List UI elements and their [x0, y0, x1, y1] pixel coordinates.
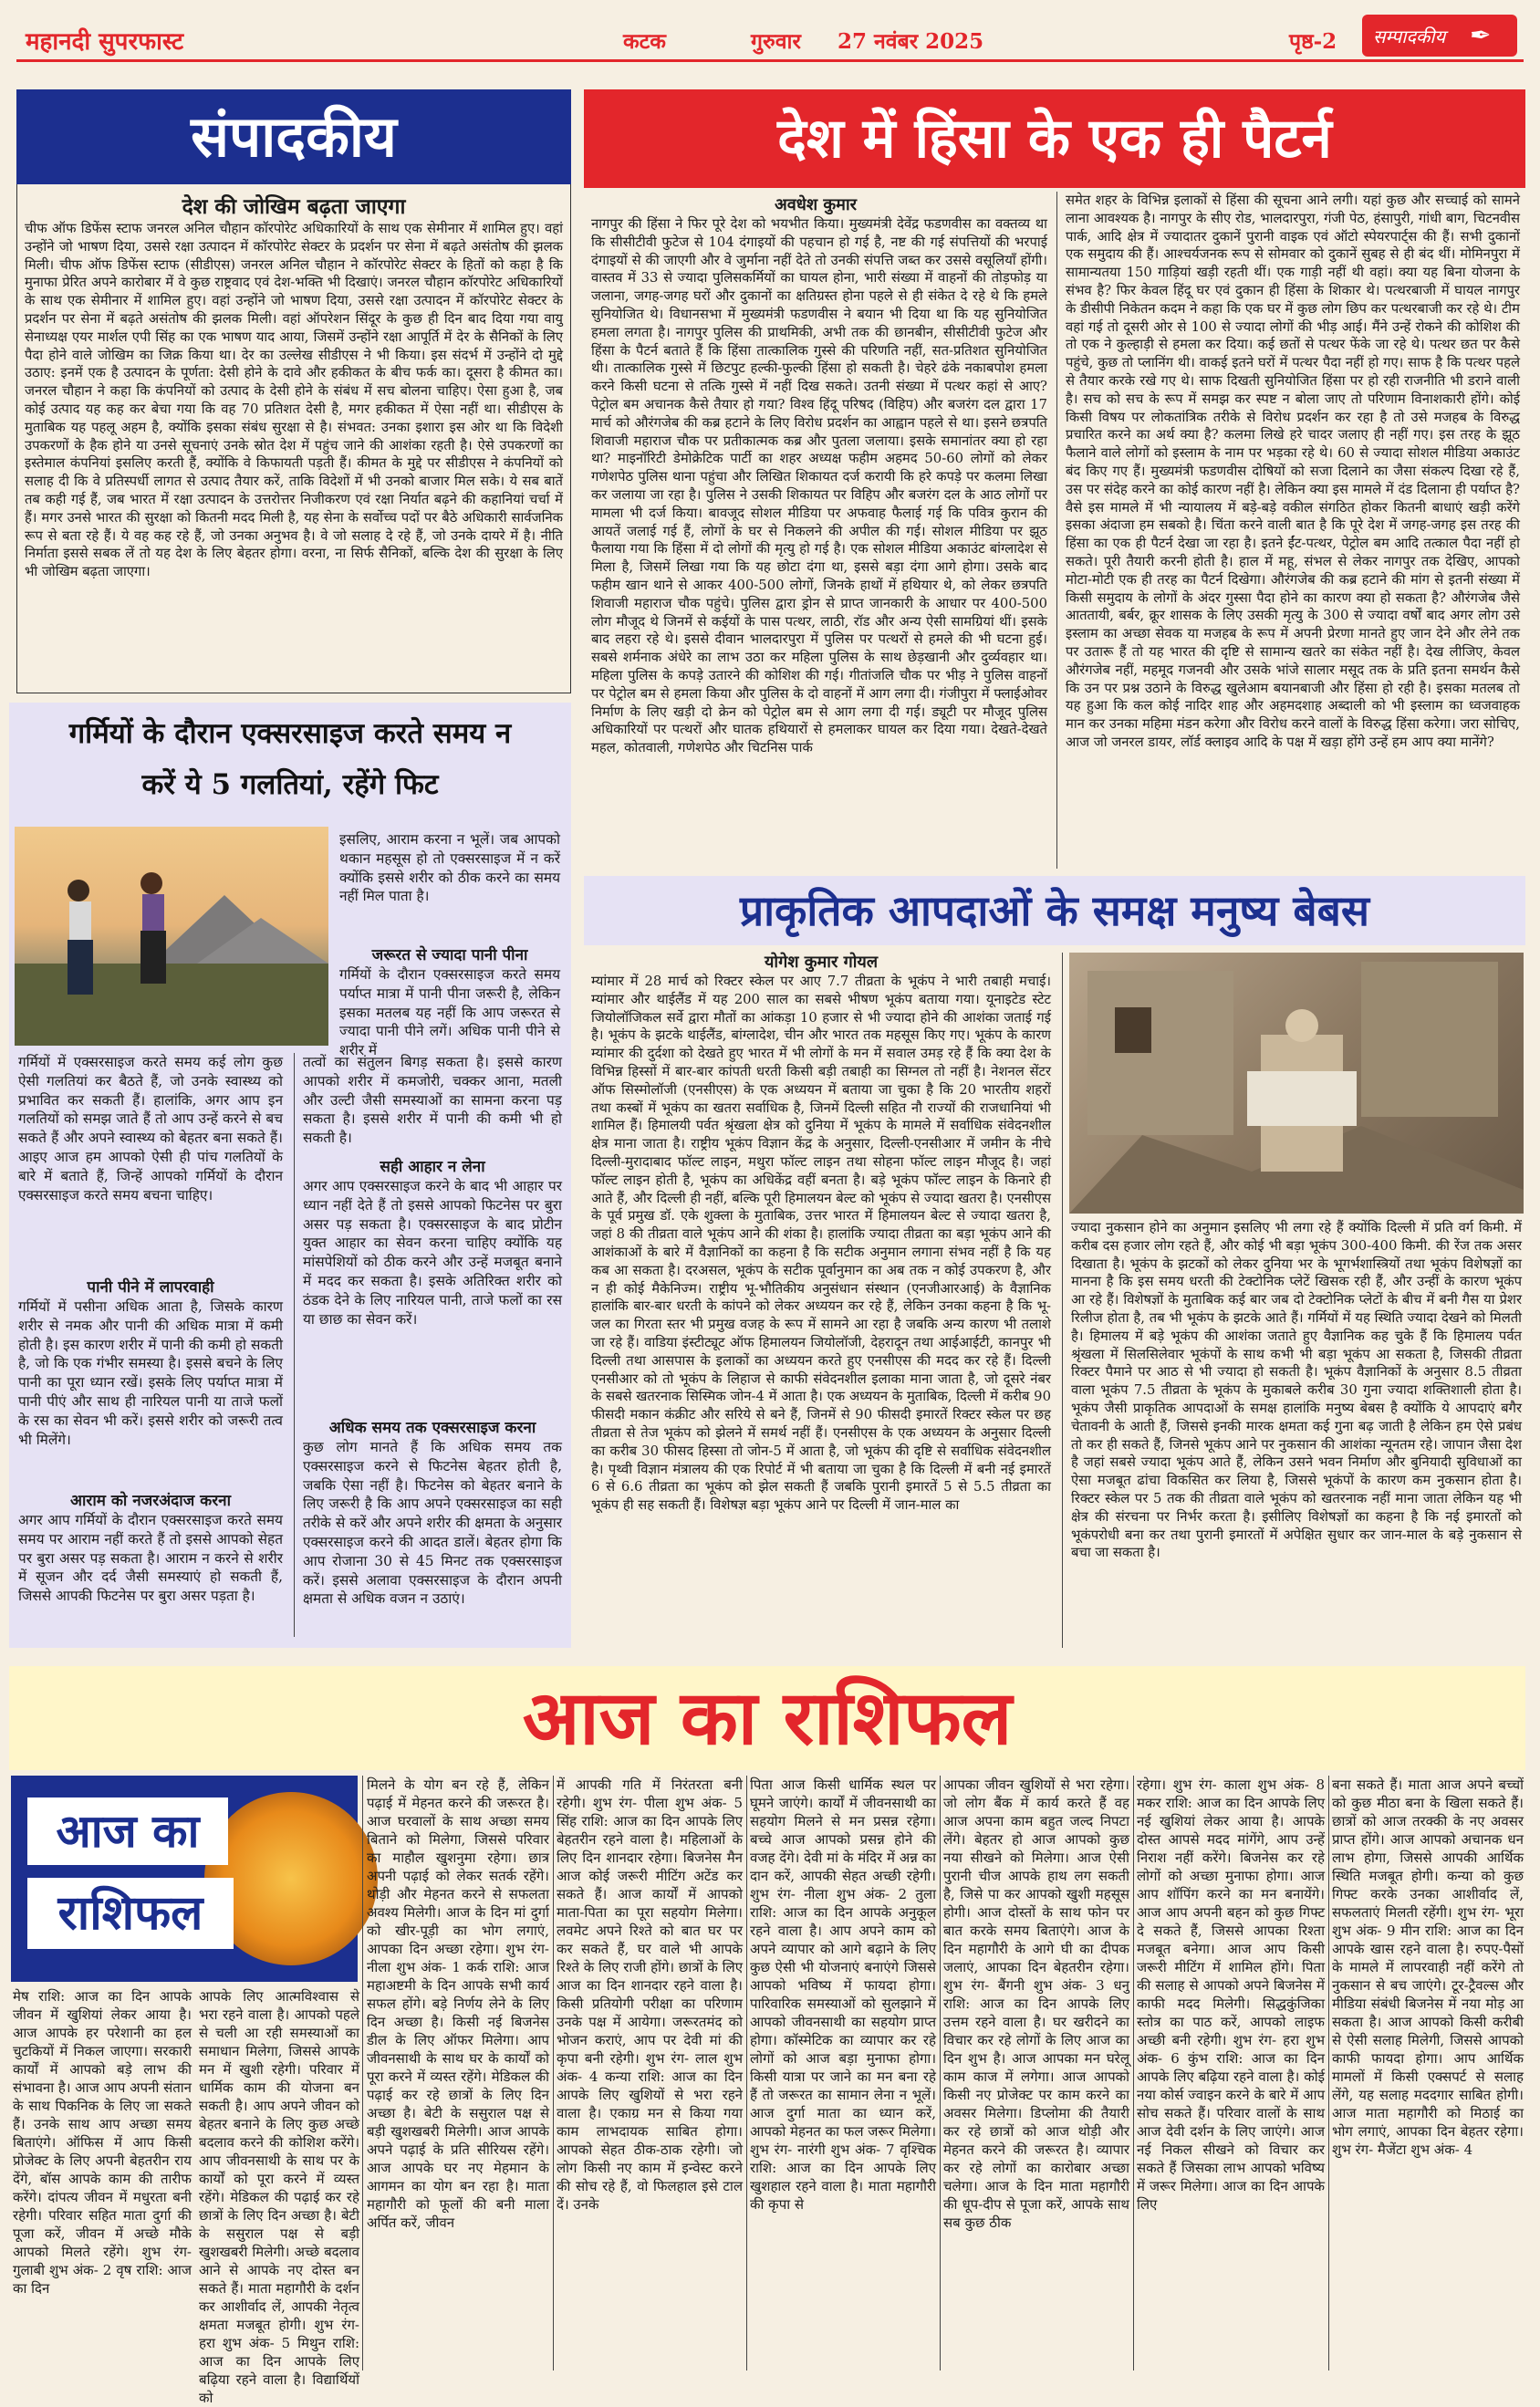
editorial-body: चीफ ऑफ डिफेंस स्टाफ जनरल अनिल चौहान कॉरपोरेट अधिकारियों के साथ एक सेमीनार में शामिल हुए। वहां उन्होंने जो भाषण दिया, उससे रक्षा उत्पादन में कॉरपोरेट सेक्टर के प्रदर्शन पर सेना में बढ़ते असंतोष की झलक मिली। चीफ ऑफ डिफेंस स्टाफ (सीडीएस) जनरल अनिल चौहान ने कॉरपोरेट सेक्टर के हितों को कहा है कि मुनाफा प्रेरित अपने कारोबार में वे कुछ राष्ट्रवाद एवं देश-भक्ति भी दिखाएं। जनरल चौहान कॉरपोरेट अधिकारियों के साथ एक सेमीनार में शामिल हुए। वहां उन्होंने जो भाषण दिया, उससे रक्षा उत्पादन में कॉरपोरेट सेक्टर के प्रदर्शन पर सेना में बढ़ते असंतोष की झलक मिली। वहां ऑपरेशन सिंदूर के कुछ ही दिन बाद दिया गया वायु सेनाध्यक्ष एयर मार्शल एपी सिंह का एक भाषण याद आया, जिसमें उन्होंने रक्षा आपूर्ति में देर के सैनिकों के लिए पैदा होने वाले जोखिम का जिक्र किया था। देर का उल्लेख सीडीएस ने भी किया। इस संदर्भ में उन्होंने दो मुद्दे उठाए: इनमें एक है उत्पादन के पूर्णता: देसी होने के दावे और हकीकत के बीच फर्क का। दूसरा है कीमत का। जनरल चौहान ने कहा कि कंपनियों को उत्पाद के देसी होने के संबंध में सच बोलना चाहिए। ऐसा हुआ है, जब कोई उत्पाद यह कह कर बेचा गया कि वह 70 प्रतिशत देसी है, मगर हकीकत में ऐसा नहीं था। सीडीएस के मुताबिक यह पहलू अहम है, क्योंकि इसका संबंध सुरक्षा से है। संभवत: उनका इशारा इस ओर था कि विदेशी उपकरणों के हैक होने या उनसे सूचनाएं उनके स्रोत देश में पहुंच जाने की आशंका रहती है। ऐसे उपकरणों का इस्तेमाल कंपनियां इसलिए करती हैं, क्योंकि वे किफायती पड़ती हैं। कीमत के मुद्दे पर सीडीएस ने कंपनियों को सलाह दी कि वे प्रतिस्पर्धी लागत से उत्पाद तैयार करें, ताकि विदेशों में भी उनको बाजार मिल सके। ये सब बातें तब कही गई हैं, जब भारत में रक्षा उत्पादन के उत्तरोत्तर निजीकरण एवं रक्षा निर्यात बढ़ने की कहानियां चर्चा में हैं। मगर उनसे भारत की सुरक्षा को कितनी मदद मिली है, यह सेना के सर्वोच्च पदों पर बैठे अधिकारी सार्वजनिक रूप से बता रहे हैं। ये वह कह रहे हैं, जो उनका अनुभव है। वे जो सलाह दे रहे हैं, जो उनके दायरे में है। नीति निर्माता इससे सबक लें तो यह देश के लिए बेहतर होगा। वरना, ना सिर्फ सैनिकों, बल्कि देश की सुरक्षा के लिए भी जोखिम बढ़ता जाएगा। [25, 221, 563, 580]
rashifal-column-3: मिलने के योग बन रहे हैं, लेकिन पढ़ाई में मेहनत करने की जरूरत है। आज घरवालों के साथ अच्छा समय बिताने को मिलेगा, जिससे परिवार का माहौल खुशनुमा रहेगा। छात्र अपनी पढ़ाई को लेकर सतर्क रहेंगे। थोड़ी और मेहनत करने से सफलता अवश्य मिलेगी। आज के दिन मां दुर्गा को खीर-पूड़ी का भोग लगाएं, आपका दिन अच्छा रहेगा। शुभ रंग- नीला शुभ अंक- 1 कर्क राशि: आज महाअष्टमी के दिन आपके सभी कार्य सफल होंगे। बड़े निर्णय लेने के लिए दिन अच्छा है। किसी नई बिजनेस डील के लिए ऑफर मिलेगा। आप जीवनसाथी के साथ घर के कार्यों को पूरा करने में व्यस्त रहेंगे। मेडिकल की पढ़ाई कर रहे छात्रों के लिए दिन अच्छा है। बेटी के ससुराल पक्ष से बड़ी खुशखबरी मिलेगी। आज आपके अपने पढ़ाई के प्रति सीरियस रहेंगे। आज आपके घर नए मेहमान के आगमन का योग बन रहा है। माता महागौरी को फूलों की बनी माला अर्पित करें, जीवन [367, 1777, 549, 2231]
header-day: गुरुवार [751, 29, 801, 54]
disaster-banner-text: प्राकृतिक आपदाओं के समक्ष मनुष्य बेबस [739, 886, 1370, 935]
rest-text: अगर आप गर्मियों के दौरान एक्सरसाइज करते समय समय पर आराम नहीं करते हैं तो इससे आपको सेहत पर बुरा असर पड़ सकता है। आराम न करने से शरीर में सूजन और दर्द जैसी समस्याएं हो सकती हैं, जिससे आपकी फिटनेस पर बुरा असर पड़ता है। [18, 1512, 283, 1605]
header-city: कटक [623, 29, 666, 54]
fitness-section [9, 703, 571, 1648]
editorial-banner-text: संपादकीय [191, 103, 397, 170]
violence-column-divider [1056, 192, 1057, 869]
runners-photo [15, 827, 328, 1046]
disaster-column-2: ज्यादा नुकसान होने का अनुमान इसलिए भी लगा रहे हैं क्योंकि दिल्ली में प्रति वर्ग किमी. में करीब दस हजार लोग रहते हैं, और कोई भी बड़ा भूकंप 300-400 किमी. की रेंज तक असर दिखाता है। भूकंप के झटकों को लेकर दुनिया भर के भूगर्भशास्त्रियों तथा भूकंप विशेषज्ञों का मानना है कि इस समय धरती की टेक्टोनिक प्लेटें खिसक रही हैं, और उन्हीं के कारण भूकंप आ रहे हैं। विशेषज्ञों के मुताबिक कई बार जब दो टेक्टोनिक प्लेटों के बीच में बनी गैस या प्रेशर रिलीज होता है, तब भी भूकंप के झटके आते हैं। गर्मियों में यह स्थिति ज्यादा देखने को मिलती है। हिमालय में बड़े भूकंप की आशंका जताते हुए वैज्ञानिक कह चुके हैं कि हिमालय पर्वत श्रृंखला में सिलसिलेवार भूकंपों के साथ कभी भी बड़ा भूकंप आ सकता है, जिसकी तीव्रता रिक्टर पैमाने पर आठ से भी ज्यादा हो सकती है। भूकंप वैज्ञानिकों के अनुसार 8.5 तीव्रता वाला भूकंप 7.5 तीव्रता के भूकंप के मुकाबले करीब 30 गुना ज्यादा शक्तिशाली होता है। भूकंप जैसी प्राकृतिक आपदाओं के समक्ष हालांकि मनुष्य बेबस है क्योंकि ये आपदाएं बगैर चेतावनी के आती हैं, जिससे इनकी मारक क्षमता कई गुना बढ़ जाती है लेकिन हम ऐसे प्रबंध तो कर ही सकते हैं, जिनसे भूकंप आने पर नुकसान की आशंका न्यूनतम रहे। जापान जैसा देश है जहां सबसे ज्यादा भूकंप आते हैं, लेकिन उसने भवन निर्माण और बुनियादी सुविधाओं का ऐसा मजबूत ढांचा विकसित कर लिया है, जिससे भूकंपों के कारण कम नुकसान होता है। रिक्टर स्केल पर 5 तक की तीव्रता वाले भूकंप को खतरनाक नहीं माना जाता लेकिन यह भी क्षेत्र की संरचना पर निर्भर करता है। इसीलिए विशेषज्ञों का कहना है कि नई इमारतों को भूकंपरोधी बना कर तथा पुरानी इमारतों में अपेक्षित सुधार कर जान-माल के बड़े नुकसान से बचा जा सकता है। [1071, 1220, 1522, 1561]
violence-banner-text: देश में हिंसा के एक ही पैटर्न [777, 107, 1332, 171]
masthead-strip [16, 20, 1524, 62]
pen-icon: ✒ [1470, 20, 1492, 50]
dehydration-heading: पानी पीने में लापरवाही [87, 1278, 214, 1297]
dehydration-text: गर्मियों में पसीना अधिक आता है, जिसके कारण शरीर से नमक और पानी की अधिक मात्रा में कमी होती है। इस कारण शरीर में पानी की कमी हो सकती है, जो कि एक गंभीर समस्या है। इससे बचने के लिए पानी का पूरा ध्यान रखें। इसके लिए पर्याप्त मात्रा में पानी पीएं और साथ ही नारियल पानी या ताजे फलों के रस का सेवन भी करें। इससे शरीर को जरूरी तत्व भी मिलेंगे। [18, 1298, 283, 1448]
rashifal-divider-5 [1133, 1776, 1134, 2371]
rashifal-column-2: आपके लिए आत्मविश्वास से भरा रहने वाला है। आपको पहले से चली आ रही समस्याओं का समाधान मिलेगा, जिससे आपके मन में खुशी रहेगी। परिवार में धार्मिक काम की योजना बन सकती है। आप अपने जीवन को बेहतर बनाने के लिए कुछ अच्छे बदलाव करने की कोशिश करेंगे। आप जीवनसाथी के साथ पर के कार्यों को पूरा करने में व्यस्त रहेंगे। मेडिकल की पढ़ाई कर रहे छात्रों के लिए दिन अच्छा है। बेटी के ससुराल पक्ष से बड़ी खुशखबरी मिलेगी। अच्छे बदलाव आने से आपके नए दोस्त बन सकते हैं। माता महागौरी के दर्शन कर आशीर्वाद लें, आपकी नेतृत्व क्षमता मजबूत होगी। शुभ रंग- हरा शुभ अंक- 5 मिथुन राशि: आज का दिन आपके लिए बढ़िया रहने वाला है। विद्यार्थियों को [199, 1988, 359, 2406]
rashifal-banner [9, 1666, 1525, 1770]
rashifal-divider-1 [362, 1776, 363, 2371]
excess-text: कुछ लोग मानते हैं कि अधिक समय तक एक्सरसाइज करने से फिटनेस बेहतर होती है, जबकि ऐसा नहीं है। फिटनेस को बेहतर बनाने के लिए जरूरी है कि आप अपने एक्सरसाइज का सही तरीके से करें और अपने शरीर की क्षमता के अनुसार एक्सरसाइज करने की आदत डालें। बेहतर होगा कि आप रोजाना 30 से 45 मिनट तक एक्सरसाइज करें। इससे अलावा एक्सरसाइज के दौरान अपनी क्षमता से अधिक वजन न उठाएं। [303, 1439, 562, 1608]
rashifal-column-8: बना सकते हैं। माता आज अपने बच्चों को कुछ मीठा बना के खिला सकते हैं। छात्रों को आज तरक्की के नए अवसर प्राप्त होंगे। आज आपको अचानक धन लाभ होगा, जिससे आपकी आर्थिक स्थिति मजबूत होगी। कन्या को कुछ गिफ्ट करके उनका आशीर्वाद लें, सफलताएं मिलती रहेंगी। शुभ रंग- भूरा शुभ अंक- 9 मीन राशि: आज का दिन आपके खास रहने वाला है। रुपए-पैसों के मामले में लापरवाही नहीं करेंगे तो नुकसान से बच जाएंगे। टूर-ट्रैवल्स और मीडिया संबंधी बिजनेस में नया मोड़ आ सकता है। आज आपको किसी करीबी से ऐसी सलाह मिलेगी, जिससे आपको काफी फायदा होगा। आप आर्थिक मामलों में किसी एक्सपर्ट से सलाह लेंगे, यह सलाह मददगार साबित होगी। आज माता महागौरी को मिठाई का भोग लगाएं, आपका दिन बेहतर रहेगा। शुभ रंग- मैजेंटा शुभ अंक- 4 [1332, 1777, 1524, 2158]
earthquake-illustration [1069, 953, 1524, 1214]
rashifal-divider-3 [746, 1776, 747, 2371]
fitness-intro-right: इसलिए, आराम करना न भूलें। जब आपको थकान महसूस हो तो एक्सरसाइज में न करें क्योंकि इससे शरीर को ठीक करने का समय नहीं मिल पाता है। [339, 831, 560, 905]
editorial-headline: देश की जोखिम बढ़ता जाएगा [182, 194, 406, 219]
fitness-banner-line2: करें ये 5 गलतियां, रहेंगे फिट [141, 768, 439, 801]
editorial-logo [1362, 15, 1517, 57]
disaster-column-divider [1062, 953, 1063, 1648]
editorial-banner [16, 89, 571, 184]
rashifal-banner-text: आज का राशिफल [522, 1674, 1013, 1762]
header-page: पृष्ठ-2 [1289, 29, 1337, 54]
rashifal-divider-6 [1328, 1776, 1329, 2371]
violence-author: अवधेश कुमार [775, 195, 857, 214]
paper-name: महानदी सुपरफास्ट [26, 28, 184, 56]
excess-heading: अधिक समय तक एक्सरसाइज करना [328, 1419, 536, 1437]
rashifal-column-5: पिता आज किसी धार्मिक स्थल पर घूमने जाएंगे। कार्यों में जीवनसाथी का सहयोग मिलने से मन प्रसन्न रहेगा। बच्चे आज आपको प्रसन्न होने की वजह देंगे। देवी मां के मंदिर में अन्न का दान करें, आपकी सेहत अच्छी रहेगी। शुभ रंग- नीला शुभ अंक- 2 तुला राशि: आज का दिन आपके अनुकूल रहने वाला है। आप अपने काम को अपने व्यापार को आगे बढ़ाने के लिए कुछ ऐसी भी योजनाएं बनाएंगे जिससे आपको भविष्य में फायदा होगा। पारिवारिक समस्याओं को सुलझाने में आपको जीवनसाथी का सहयोग प्राप्त होगा। कॉस्मेटिक का व्यापार कर रहे लोगों को आज बड़ा मुनाफा होगा। किसी यात्रा पर जाने का मन बना रहे हैं तो जरूरत का सामान लेना न भूलें। आज दुर्गा माता का ध्यान करें, आपको मेहनत का फल जरूर मिलेगा। शुभ रंग- नारंगी शुभ अंक- 7 वृश्चिक राशि: आज का दिन आपके लिए खुशहाल रहने वाला है। माता महागौरी की कृपा से [750, 1777, 937, 2213]
water-text-right: गर्मियों के दौरान एक्सरसाइज करते समय पर्याप्त मात्रा में पानी पीना जरूरी है, लेकिन इसका मतलब यह नहीं कि आप जरूरत से ज्यादा पानी पीने लगें। अधिक पानी पीने से शरीर में [339, 966, 560, 1059]
diet-text: अगर आप एक्सरसाइज करने के बाद भी आहार पर ध्यान नहीं देते हैं तो इससे आपको फिटनेस पर बुरा असर पड़ सकता है। एक्सरसाइज के बाद प्रोटीन युक्त आहार का सेवन करना चाहिए क्योंकि यह मांसपेशियों को ठीक करने और उन्हें मजबूत बनाने में मदद कर सकता है। इसके अतिरिक्त शरीर को ठंडक देने के लिए नारियल पानी, ताजे फलों का रस या छाछ का सेवन करें। [303, 1178, 562, 1328]
rashifal-column-4: में आपकी गति में निरंतरता बनी रहेगी। शुभ रंग- पीला शुभ अंक- 5 सिंह राशि: आज का दिन आपके लिए बेहतरीन रहने वाला है। महिलाओं के लिए दिन शानदार रहेगा। बिजनेस मैन आज कोई जरूरी मीटिंग अटेंड कर सकते हैं। आज कार्यों में आपको माता-पिता का पूरा सहयोग मिलेगा। लवमेट अपने रिश्ते को बात घर पर कर सकते हैं, घर वाले भी आपके रिश्ते के लिए राजी होंगे। छात्रों के लिए आज का दिन शानदार रहने वाला है। किसी प्रतियोगी परीक्षा का परिणाम उनके पक्ष में आयेगा। जरूरतमंद को भोजन कराएं, आप पर देवी मां की कृपा बनी रहेगी। शुभ रंग- लाल शुभ अंक- 4 कन्या राशि: आज का दिन आपके लिए खुशियों से भरा रहने वाला है। एकाग्र मन से किया गया काम लाभदायक साबित होगा। आपको सेहत ठीक-ठाक रहेगी। जो लोग किसी नए काम में इन्वेस्ट करने की सोच रहे हैं, वो फिलहाल इसे टाल दें। उनके [557, 1777, 743, 2213]
violence-section [584, 89, 1525, 876]
fitness-intro: गर्मियों में एक्सरसाइज करते समय कई लोग कुछ ऐसी गलतियां कर बैठते हैं, जो उनके स्वास्थ्य को प्रभावित कर सकती हैं। हालांकि, अगर आप इन गलतियों को समझ जाते हैं तो आप उन्हें करने से बच सकते हैं और अपने स्वास्थ्य को बेहतर बना सकते हैं। आइए आज हम आपको ऐसी ही पांच गलतियों के बारे में बताते हैं, जिन्हें आपको गर्मियों के दौरान एक्सरसाइज करते समय बचना चाहिए। [18, 1054, 283, 1204]
rashifal-column-7: रहेगा। शुभ रंग- काला शुभ अंक- 8 मकर राशि: आज का दिन आपके लिए नई खुशियां लेकर आया है। आपके दोस्त आपसे मदद मांगेंगे, आप उन्हें निराश नहीं करेंगे। बिजनेस कर रहे लोगों को अच्छा मुनाफा होगा। आज आप शॉपिंग करने का मन बनायेंगे। आज आप अपनी बहन को कुछ गिफ्ट दे सकते हैं, जिससे आपका रिश्ता मजबूत बनेगा। आज आप किसी जरूरी मीटिंग में शामिल होंगे। पिता की सलाह से आपको अपने बिजनेस में काफी मदद मिलेगी। सिद्धकुंजिका स्तोत्र का पाठ करें, आपको लाइफ अच्छी बनी रहेगी। शुभ रंग- हरा शुभ अंक- 6 कुंभ राशि: आज का दिन आपके लिए बढ़िया रहने वाला है। कोई नया कोर्स ज्वाइन करने के बारे में आप सोच सकते हैं। परिवार वालों के साथ आज देवी दर्शन के लिए जाएंगे। आज नई निकल सीखने को विचार कर सकते हैं जिसका लाभ आपको भविष्य में जरूर मिलेगा। आज का दिन आपके लिए [1137, 1777, 1325, 2213]
rashifal-column-6: आपका जीवन खुशियों से भरा रहेगा। जो लोग बैंक में कार्य करते हैं वह आज अपना काम बहुत जल्द निपटा लेंगे। बेहतर हो आज आपको कुछ नया सीखने को मिलेगा। आज ऐसी पुरानी चीज आपके हाथ लग सकती है, जिसे पा कर आपको खुशी महसूस होगी। आज दोस्तों के साथ फोन पर बात करके समय बिताएंगे। आज के दिन महागौरी के आगे घी का दीपक जलाएं, आपका दिन बेहतरीन रहेगा। शुभ रंग- बैंगनी शुभ अंक- 3 धनु राशि: आज का दिन आपके लिए उत्तम रहने वाला है। घर खरीदने का विचार कर रहे लोगों के लिए आज का दिन शुभ है। आज आपका मन घरेलू काम काज में लगेगा। आज आपको किसी नए प्रोजेक्ट पर काम करने का अवसर मिलेगा। डिप्लोमा की तैयारी कर रहे छात्रों को आज थोड़ी और मेहनत करने की जरूरत है। व्यापार कर रहे लोगों का कारोबार अच्छा चलेगा। आज के दिन माता महागौरी की धूप-दीप से पूजा करें, आपके साथ सब कुछ ठीक [943, 1777, 1129, 2231]
disaster-banner [584, 876, 1525, 945]
rashifal-column-1: मेष राशि: आज का दिन आपके जीवन में खुशियां लेकर आया है। आज आपके हर परेशानी का हल चुटकियों में निकल जाएगा। सरकारी कार्यों में आपको बड़े लाभ की संभावना है। आज आप अपनी संतान के साथ पिकनिक के लिए जा सकते हैं। उनके साथ आप अच्छा समय बिताएंगे। ऑफिस में आप किसी प्रोजेक्ट के लिए अपनी बेहतरीन राय देंगे, बॉस आपके काम की तारीफ करेंगे। दांपत्य जीवन में मधुरता बनी रहेगी। परिवार सहित माता दुर्गा की पूजा करें, जीवन में अच्छे मौके आपको मिलते रहेंगे। शुभ रंग- गुलाबी शुभ अंक- 2 वृष राशि: आज का दिन [13, 1988, 192, 2297]
earthquake-photo [1069, 953, 1524, 1214]
rest-heading: आराम को नजरअंदाज करना [70, 1492, 231, 1510]
disaster-column-1: म्यांमार में 28 मार्च को रिक्टर स्केल पर आए 7.7 तीव्रता के भूकंप ने भारी तबाही मचाई। म्यांमार और थाईलैंड में यह 200 साल का सबसे भीषण भूकंप बताया गया। यूनाइटेड स्टेट जियोलॉजिकल सर्वे द्वारा मौतों का आंकड़ा 10 हजार से भी ज्यादा होने की आशंका जताई गई है। भूकंप के झटके थाईलैंड, बांग्लादेश, चीन और भारत तक महसूस किए गए। भूकंप के कारण म्यांमार की दुर्दशा को देखते हुए भारत में भी लोगों के मन में सवाल उमड़ रहे हैं कि क्या देश के विभिन्न हिस्सों में बार-बार कांपती धरती किसी बड़ी तबाही का सिग्नल तो नहीं है। नेशनल सेंटर ऑफ सिस्मोलॉजी (एनसीएस) के एक अध्ययन में बताया जा चुका है कि 20 भारतीय शहरों तथा कस्बों में भूकंप का खतरा सर्वाधिक है, जिनमें दिल्ली सहित नौ राज्यों की राजधानियां भी शामिल हैं। हिमालयी पर्वत श्रृंखला क्षेत्र को दुनिया में भूकंप के मामले में सर्वाधिक संवेदनशील क्षेत्र माना जाता है। राष्ट्रीय भूकंप विज्ञान केंद्र के अनुसार, दिल्ली-एनसीआर में जमीन के नीचे दिल्ली-मुरादाबाद फॉल्ट लाइन, मथुरा फॉल्ट लाइन तथा सोहना फॉल्ट लाइन मौजूद है। जहां फॉल्ट लाइन होती है, भूकंप का अधिकेंद्र वहीं बनता है। बड़े भूकंप फॉल्ट लाइन के किनारे ही आते हैं, और दिल्ली ही नहीं, बल्कि पूरी हिमालयन बेल्ट को भूकंप से ज्यादा खतरा है। एनसीएस के पूर्व प्रमुख डॉ. एके शुक्ला के मुताबिक, उत्तर भारत में हिमालयन बेल्ट से ज्यादा खतरा है, जहां 8 की तीव्रता वाले भूकंप आने की शंका है। हालांकि ज्यादा तीव्रता का बड़ा भूकंप आने की आशंकाओं के बारे में वैज्ञानिकों का कहना है कि सटीक अनुमान लगाना संभव नहीं है कि यह कब आ सकता है। दरअसल, भूकंप के सटीक पूर्वानुमान का अब तक न कोई उपकरण है, और न ही कोई मैकेनिज्म। राष्ट्रीय भू-भौतिकीय अनुसंधान संस्थान (एनजीआरआई) के वैज्ञानिक हालांकि बार-बार धरती के कांपने को लेकर अध्ययन कर रहे हैं, लेकिन उनका कहना है कि भू-जल का गिरता स्तर भी प्रमुख वजह के रूप में सामने आ रहा है जबकि अन्य कारण भी तलाशे जा रहे हैं। वाडिया इंस्टीट्यूट ऑफ हिमालयन जियोलॉजी, देहरादून तथा आईआईटी, कानपुर भी दिल्ली तथा आसपास के इलाकों का अध्ययन करते हुए एनसीएस की मदद कर रहे हैं। दिल्ली एनसीआर को तो भूकंप के लिहाज से काफी संवेदनशील इलाका माना जाता है, जो दूसरे नंबर के सबसे खतरनाक सिस्मिक जोन-4 में आता है। एक अध्ययन के मुताबिक, दिल्ली में करीब 90 फीसदी मकान कंक्रीट और सरिये से बने हैं, जिनमें से 90 फीसदी इमारतें रिक्टर स्केल पर छह तीव्रता से तेज भूकंप को झेलने में समर्थ नहीं हैं। एनसीएस के एक अध्ययन के अनुसार दिल्ली का करीब 30 फीसद हिस्सा तो जोन-5 में आता है, जो भूकंप की दृष्टि से सर्वाधिक संवेदनशील है। पृथ्वी विज्ञान मंत्रालय की एक रिपोर्ट में भी बताया जा चुका है कि दिल्ली में बनी नई इमारतें 6 से 6.6 तीव्रता का भूकंप को झेल सकती हैं जबकि पुरानी इमारतें 5 से 5.5 तीव्रता का भूकंप ही सह सकती हैं। विशेषज्ञ बड़ा भूकंप आने पर दिल्ली में जान-माल का [591, 974, 1051, 1514]
violence-banner [584, 89, 1525, 188]
diet-heading: सही आहार न लेना [380, 1158, 485, 1176]
disaster-author: योगेश कुमार गोयल [764, 953, 879, 972]
fitness-column-divider [294, 1053, 295, 1637]
rashifal-logo-line1: आज का [27, 1797, 228, 1865]
violence-column-1: नागपुर की हिंसा ने फिर पूरे देश को भयभीत किया। मुख्यमंत्री देवेंद्र फडणवीस का वक्तव्य था कि सीसीटीवी फुटेज से 104 दंगाइयों की पहचान हो गई है, नष्ट की गई संपत्तियों की भरपाई दंगाइयों से की जाएगी और वे जुर्माना नहीं देते तो उनकी संपत्ति जब्त कर उससे वसूलियाँ होंगी। वास्तव में 33 से ज्यादा पुलिसकर्मियों का घायल होना, भारी संख्या में वाहनों की तोड़फोड़ या जलाना, जगह-जगह घरों और दुकानों का क्षतिग्रस्त होना पहले से ही संकेत दे रहे थे कि हमले सुनियोजित थे। विधानसभा में मुख्यमंत्री फडणवीस ने बयान भी दिया था कि यह सुनियोजित हमला लगता है। नागपुर पुलिस की प्राथमिकी, अभी तक की छानबीन, सीसीटीवी फुटेज और हिंसा के पैटर्न बताते हैं कि हिंसा तात्कालिक गुस्से की परिणति नहीं, सत-प्रतिशत सुनियोजित थी। तात्कालिक गुस्से में छिटपुट हल्की-फुल्की हिंसा हो सकती है। चेहरे ढंके नकाबपोश हमला करने किसी घटना से तत्कि गुस्से में नहीं दिख सकते। उतनी संख्या में पत्थर कहां से आए? पेट्रोल बम अचानक कैसे तैयार हो गया? विश्व हिंदू परिषद (विहिप) और बजरंग दल द्वारा 17 मार्च को औरंगजेब की कब्र हटाने के लिए विरोध प्रदर्शन का आह्वान पहले से था। इसने छत्रपति शिवाजी महाराज चौक पर प्रतीकात्मक कब्र और पुतला जलाया। इसके समानांतर क्या हो रहा था? माइनॉरिटी डेमोक्रेटिक पार्टी का शहर अध्यक्ष फहीम अहमद 50-60 लोगों को लेकर गणेशपेठ पुलिस थाना पहुंचा और लिखित शिकायत दर्ज करायी कि हरे कपड़े पर कलमा लिखा कर जलाया जा रहा है। पुलिस ने उसकी शिकायत पर विहिप और बजरंग दल के आठ लोगों पर मामला भी दर्ज किया। बावजूद सोशल मीडिया पर अफवाह फैलाई गई कि पवित्र कुरान की आयतें जलाई गई हैं, लोगों के घर से निकलने की अपील की गई। सोशल मीडिया पर झूठ फैलाया गया कि हिंसा में दो लोगों की मृत्यु हो गई है। एक सोशल मीडिया अकाउंट बांग्लादेश से मिला है, जिसमें लिखा गया कि यह छोटा दंगा था, इससे बड़ा दंगा आगे होगा। उसके बाद फहीम खान थाने से आकर 400-500 लोगों, जिनके हाथों में हथियार थे, को लेकर छत्रपति शिवाजी महाराज चौक पहुंचे। पुलिस द्वारा ड्रोन से प्राप्त जानकारी के आधार पर 400-500 लोग मौजूद थे जिनमें से कईयों के पास पत्थर, लाठी, रॉड और अन्य ऐसी सामग्रियां थीं। इसके बाद लहरा रहे थे। इससे दीवान भालदारपुरा में पुलिस पर पत्थरों से हमले की भी घटना हुई। सबसे शर्मनाक अंधेरे का लाभ उठा कर महिला पुलिस के साथ छेड़खानी और दुर्व्यवहार था। महिला पुलिस के कपड़े उतारने की कोशिश की गई। गीतांजलि चौक पर भीड़ ने पुलिस वाहनों पर पेट्रोल बम से हमला किया और पुलिस के दो वाहनों में आग लगा दी। गंजीपुरा में फ्लाईओवर निर्माण के लिए खड़ी दो क्रेन को पेट्रोल बम से आग लगा दी गई। ड्यूटी पर मौजूद पुलिस अधिकारियों पर पत्थरों और घातक हथियारों से हमलाकर घायल कर दिया गया। देखते-देखते महल, कोतवाली, गणेशपेठ और चिटनिस पार्क [591, 216, 1047, 756]
violence-column-2: समेत शहर के विभिन्न इलाकों से हिंसा की सूचना आने लगी। यहां कुछ और सच्चाई को सामने लाना आवश्यक है। नागपुर के सीए रोड, भालदारपुरा, गंजी पेठ, हंसापुरी, गांधी बाग, चिटनवीस पार्क, आदि क्षेत्र में ज्यादातर दुकानें पुरानी वाइक एवं ऑटो स्पेयरपार्ट्स की हैं। सभी दुकानों एक समुदाय की हैं। आश्चर्यजनक रूप से सोमवार को दुकानें सुबह से ही बंद थीं। मोमिनपुरा में सामान्यतया 150 गाड़ियां खड़ी रहती थीं। एक गाड़ी नहीं थी वहां। क्या यह बिना योजना के संभव है? फिर केवल हिंदू घर एवं दुकान ही हिंसा के शिकार थे। पत्थरबाजी में घायल नागपुर के डीसीपी निकेतन कदम ने कहा कि एक घर में कुछ लोग छिप कर पत्थरबाजी कर रहे थे। टीम वहां गई तो दूसरी ओर से 100 से ज्यादा लोगों की भीड़ आई। मैंने उन्हें रोकने की कोशिश की तो एक ने कुल्हाड़ी से हमला कर दिया। कई छतों से पत्थर फेंके जा रहे थे। पत्थर छत पर कैसे पहुंचे, कुछ तो प्लानिंग थी। वाकई इतने घरों में पत्थर पैदा नहीं हो गए। साफ है कि पत्थर पहले से तैयार करके रखे गए थे। साफ दिखती सुनियोजित हिंसा पर हो रही राजनीति भी डराने वाली है। सच को सच के रूप में समझ कर स्पष्ट न बोला जाए तो परिणाम विनाशकारी होंगे। कोई किसी विषय पर लोकतांत्रिक तरीके से विरोध प्रदर्शन कर रहा है तो उसे मजहब के विरुद्ध प्रचारित करने का अर्थ क्या है? कलमा लिखे हरे चादर जलाए ही नहीं गए। इस तरह के झूठ फैलाने वाले लोगों को इस्लाम के नाम पर भड़का रहे थे। 60 से ज्यादा सोशल मीडिया अकाउंट बंद किए गए हैं। मुख्यमंत्री फडणवीस दोषियों को सजा दिलाने का जैसा संकल्प दिखा रहे हैं, उस पर संदेह करने का कोई कारण नहीं है। लेकिन क्या इस मामले में दंड दिलाना ही पर्याप्त है? वैसे इस मामले में भी न्यायालय में बड़े-बड़े वकील संगठित होकर कितनी बाधाएं खड़ी करेंगे इसका अंदाजा हम सबको है। चिंता करने वाली बात है कि पूरे देश में जगह-जगह इस तरह की हिंसा का एक ही पैटर्न देखा जा रहा है। इतने ईंट-पत्थर, पेट्रोल बम आदि तत्काल पैदा नहीं हो सकते। पूरी तैयारी करनी होती है। हाल में महू, संभल से लेकर नागपुर तक देखिए, आपको मोटा-मोटी एक ही तरह का पैटर्न दिखेगा। औरंगजेब की कब्र हटाने की मांग से इतनी संख्या में किसी समुदाय के लोगों के अंदर गुस्सा पैदा होने का कारण क्या हो सकता है? औरंगजेब जैसे आततायी, बर्बर, क्रूर शासक के लिए उसकी मृत्यु के 300 से ज्यादा वर्षों बाद अगर लोग उसे इस्लाम का अच्छा सेवक या मजहब के रूप में अपनी प्रेरणा मानते हुए जान देने और लेने तक पर उतारू हैं तो यह भारत की दृष्टि से सामान्य खतरे का संकेत नहीं है। देख लीजिए, केवल औरंगजेब नहीं, महमूद गजनवी और उसके भांजे सालार मसूद तक के प्रति इतना समर्थन कैसे कि उन पर प्रश्न उठाने के विरुद्ध खुलेआम बयानबाजी और हिंसा हो रही है। इसका मतलब तो यह हुआ कि कल कोई नादिर शाह और अहमदशाह अब्दाली को भी इस्लाम का ध्वजवाहक मान कर उनका महिमा मंडन करेगा और विरोध करने वालों के विरुद्ध हिंसा करेगा। जरा सोचिए, आज जो जनरल डायर, लॉर्ड क्लाइव आदि के पक्ष में खड़ा होंगे उन्हें हम आप क्या मानेंगे? [1066, 193, 1520, 750]
water-heading: जरूरत से ज्यादा पानी पीना [371, 946, 528, 964]
editorial-box [16, 89, 571, 693]
rashifal-divider-2 [553, 1776, 554, 2371]
header-date: 27 नवंबर 2025 [838, 29, 984, 54]
runners-illustration [15, 827, 328, 1046]
disaster-section [584, 876, 1525, 1652]
rashifal-logo-line2: राशिफल [27, 1878, 234, 1949]
rashifal-logo [11, 1776, 358, 1982]
editorial-logo-text: सम्पादकीय [1373, 26, 1446, 47]
water-text-continued: तत्वों का संतुलन बिगड़ सकता है। इससे कारण आपको शरीर में कमजोरी, चक्कर आना, मतली और उल्टी जैसी समस्याओं का सामना करना पड़ सकता है। इससे शरीर में पानी की कमी भी हो सकती है। [303, 1054, 562, 1147]
fitness-banner-line1: गर्मियों के दौरान एक्सरसाइज करते समय न [68, 717, 512, 750]
rashifal-divider-4 [940, 1776, 941, 2371]
